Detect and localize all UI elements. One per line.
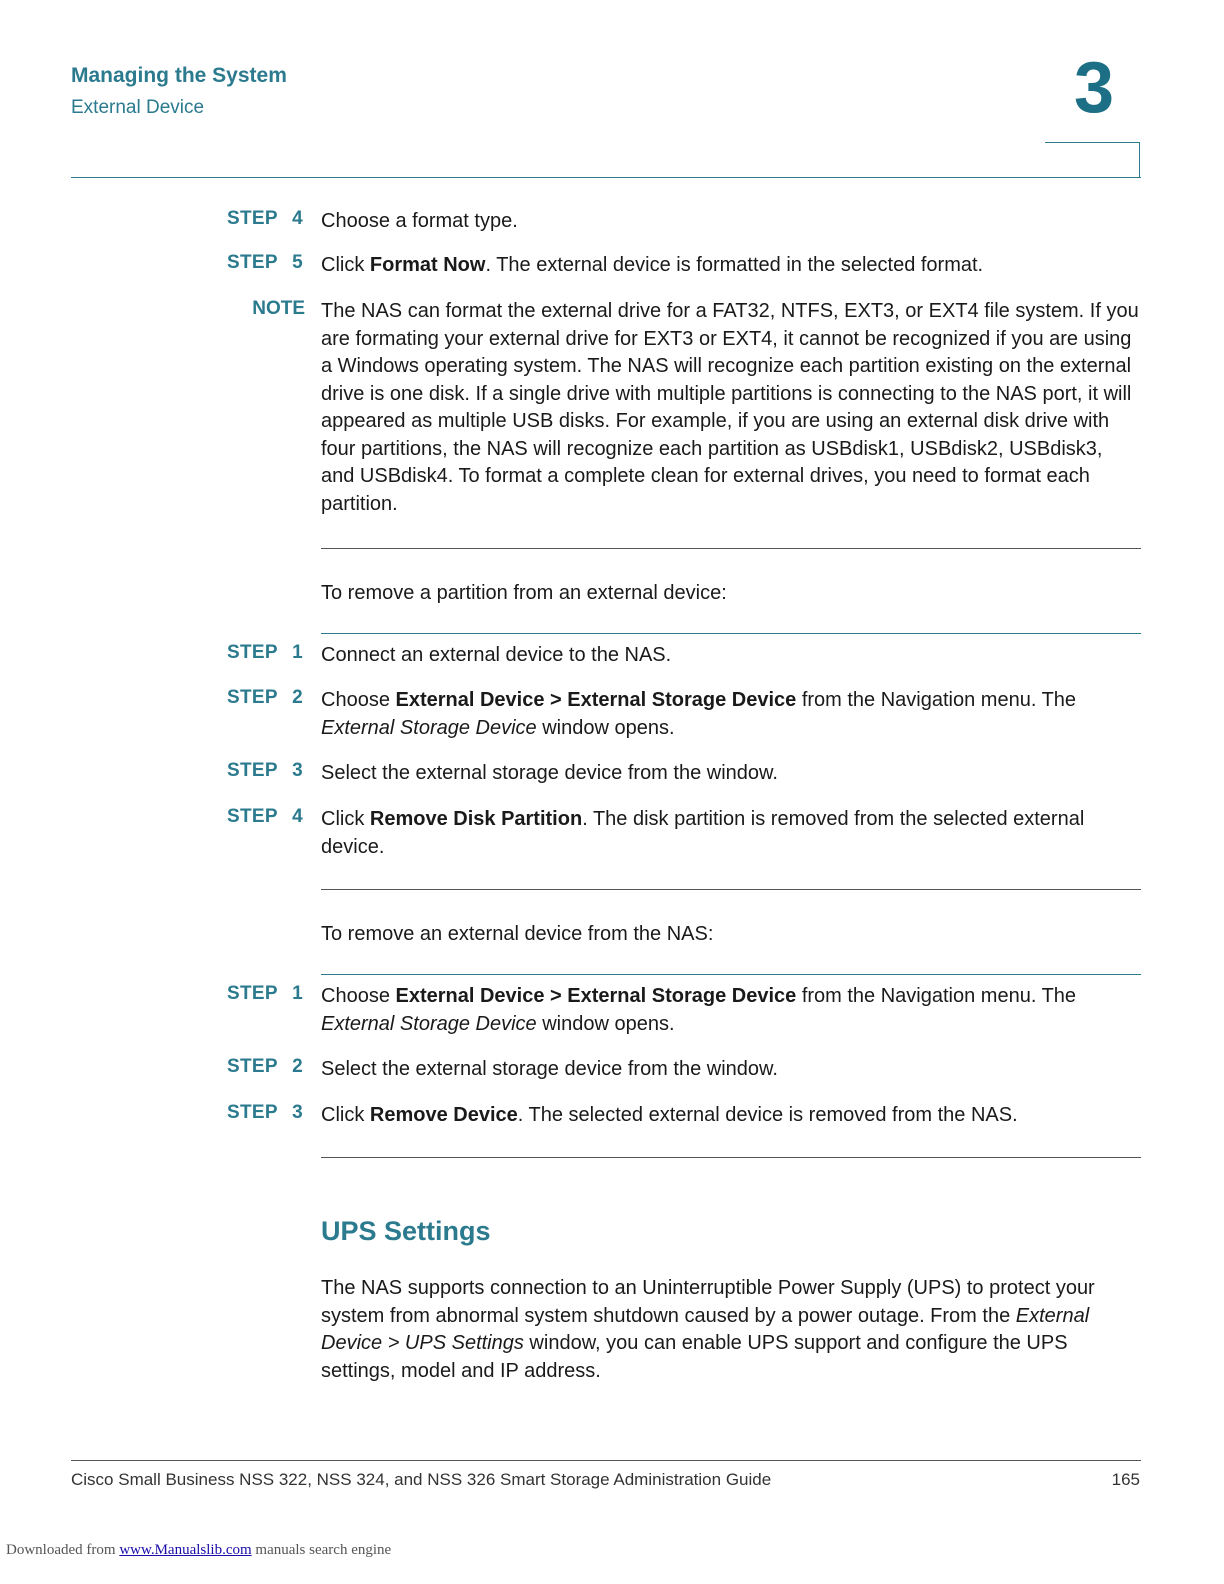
bold-run: Format Now [369,254,486,276]
step-text [321,252,1141,280]
text-run: The NAS supports connection to an Uninterruptible Power Supply (UPS) to protect your system from abnormal system shutdown caused by a power outage. From the [321,1277,1095,1327]
section-divider [321,1157,1141,1158]
bold-run: Remove Disk Partition [369,808,583,830]
text-run: Click [321,254,370,276]
step-text [321,806,1141,861]
bold-run: External Device > External Storage Device [395,985,797,1007]
step-label: STEP 4 [227,208,303,229]
step-label: STEP 5 [227,252,303,273]
footer-guide-title: Cisco Small Business NSS 322, NSS 324, and NSS 326 Smart Storage Administration Guide [71,1470,772,1489]
text-run: . The disk partition is removed from the selected external device. [321,808,1085,858]
text-run: from the Navigation menu. The [796,689,1077,711]
step-text [321,687,1141,742]
bold-run: Remove Device [369,1104,518,1126]
text-run: window opens. [536,716,675,739]
intro-rule [321,974,1141,975]
text-run: Select the external storage device from the window. [321,762,778,784]
section-divider [321,889,1141,890]
step-text [321,208,1141,236]
ups-settings-heading: UPS Settings [321,1216,491,1246]
step-label: STEP 1 [227,983,303,1004]
text-run: Choose a format type. [321,210,518,232]
italic-run: External Storage Device [321,716,537,739]
text-run: Choose [321,985,396,1007]
step-label: STEP 3 [227,1102,303,1123]
step-text [321,760,1141,788]
step-label: STEP 3 [227,760,303,781]
page-number: 165 [1111,1470,1140,1489]
ups-settings-paragraph [321,1275,1141,1385]
download-suffix: manuals search engine [251,1542,392,1558]
text-run: Connect an external device to the NAS. [321,644,672,666]
step-text [321,983,1141,1038]
chapter-tab-box [1045,142,1140,177]
text-run: window opens. [536,1012,675,1035]
download-prefix: Downloaded from [6,1542,120,1558]
bold-run: External Device > External Storage Device [395,689,797,711]
text-run: from the Navigation menu. The [796,985,1077,1007]
text-run: Select the external storage device from the window. [321,1058,778,1080]
remove-partition-intro: To remove a partition from an external device: [321,582,727,604]
step-label: STEP 2 [227,1056,303,1077]
chapter-title: Managing the System [71,64,287,87]
download-notice [6,1542,391,1559]
chapter-number: 3 [1073,48,1115,128]
italic-run: External Storage Device [321,1012,537,1035]
section-divider [321,548,1141,549]
text-run: Click [321,808,370,830]
manualslib-link[interactable]: www.Manualslib.com [119,1542,252,1558]
step-label: STEP 1 [227,642,303,663]
step-text [321,642,1141,670]
step-text [321,1102,1141,1130]
footer-rule [71,1460,1141,1461]
text-run: . The selected external device is removed from the NAS. [517,1104,1018,1126]
step-label: STEP 2 [227,687,303,708]
header-rule [71,177,1141,178]
text-run: Choose [321,689,396,711]
step-label: STEP 4 [227,806,303,827]
note-text: The NAS can format the external drive for a FAT32, NTFS, EXT3, or EXT4 file system. If you are formating your external drive for EXT3 or EXT4, it cannot be recognized if you are using a Windows operating system. The NAS will recognize each partition existing on the external drive is one disk. If a single drive with multiple partitions is connecting to the NAS port, it will appeared as multiple USB disks. For example, if you are using an external disk drive with four partitions, the NAS will recognize each partition as USBdisk1, USBdisk2, USBdisk3, and USBdisk4. To format a complete clean for external drives, you need to format each partition. [321,300,1139,515]
note-label: NOTE [252,298,305,319]
italic-run: External Device > UPS Settings [321,1304,1090,1354]
remove-device-intro: To remove an external device from the NAS: [321,923,714,945]
step-text [321,1056,1141,1084]
section-subtitle: External Device [71,97,205,118]
text-run: . The external device is formatted in the selected format. [485,254,984,276]
text-run: window, you can enable UPS support and configure the UPS settings, model and IP address. [321,1332,1068,1382]
text-run: Click [321,1104,370,1126]
intro-rule [321,633,1141,634]
